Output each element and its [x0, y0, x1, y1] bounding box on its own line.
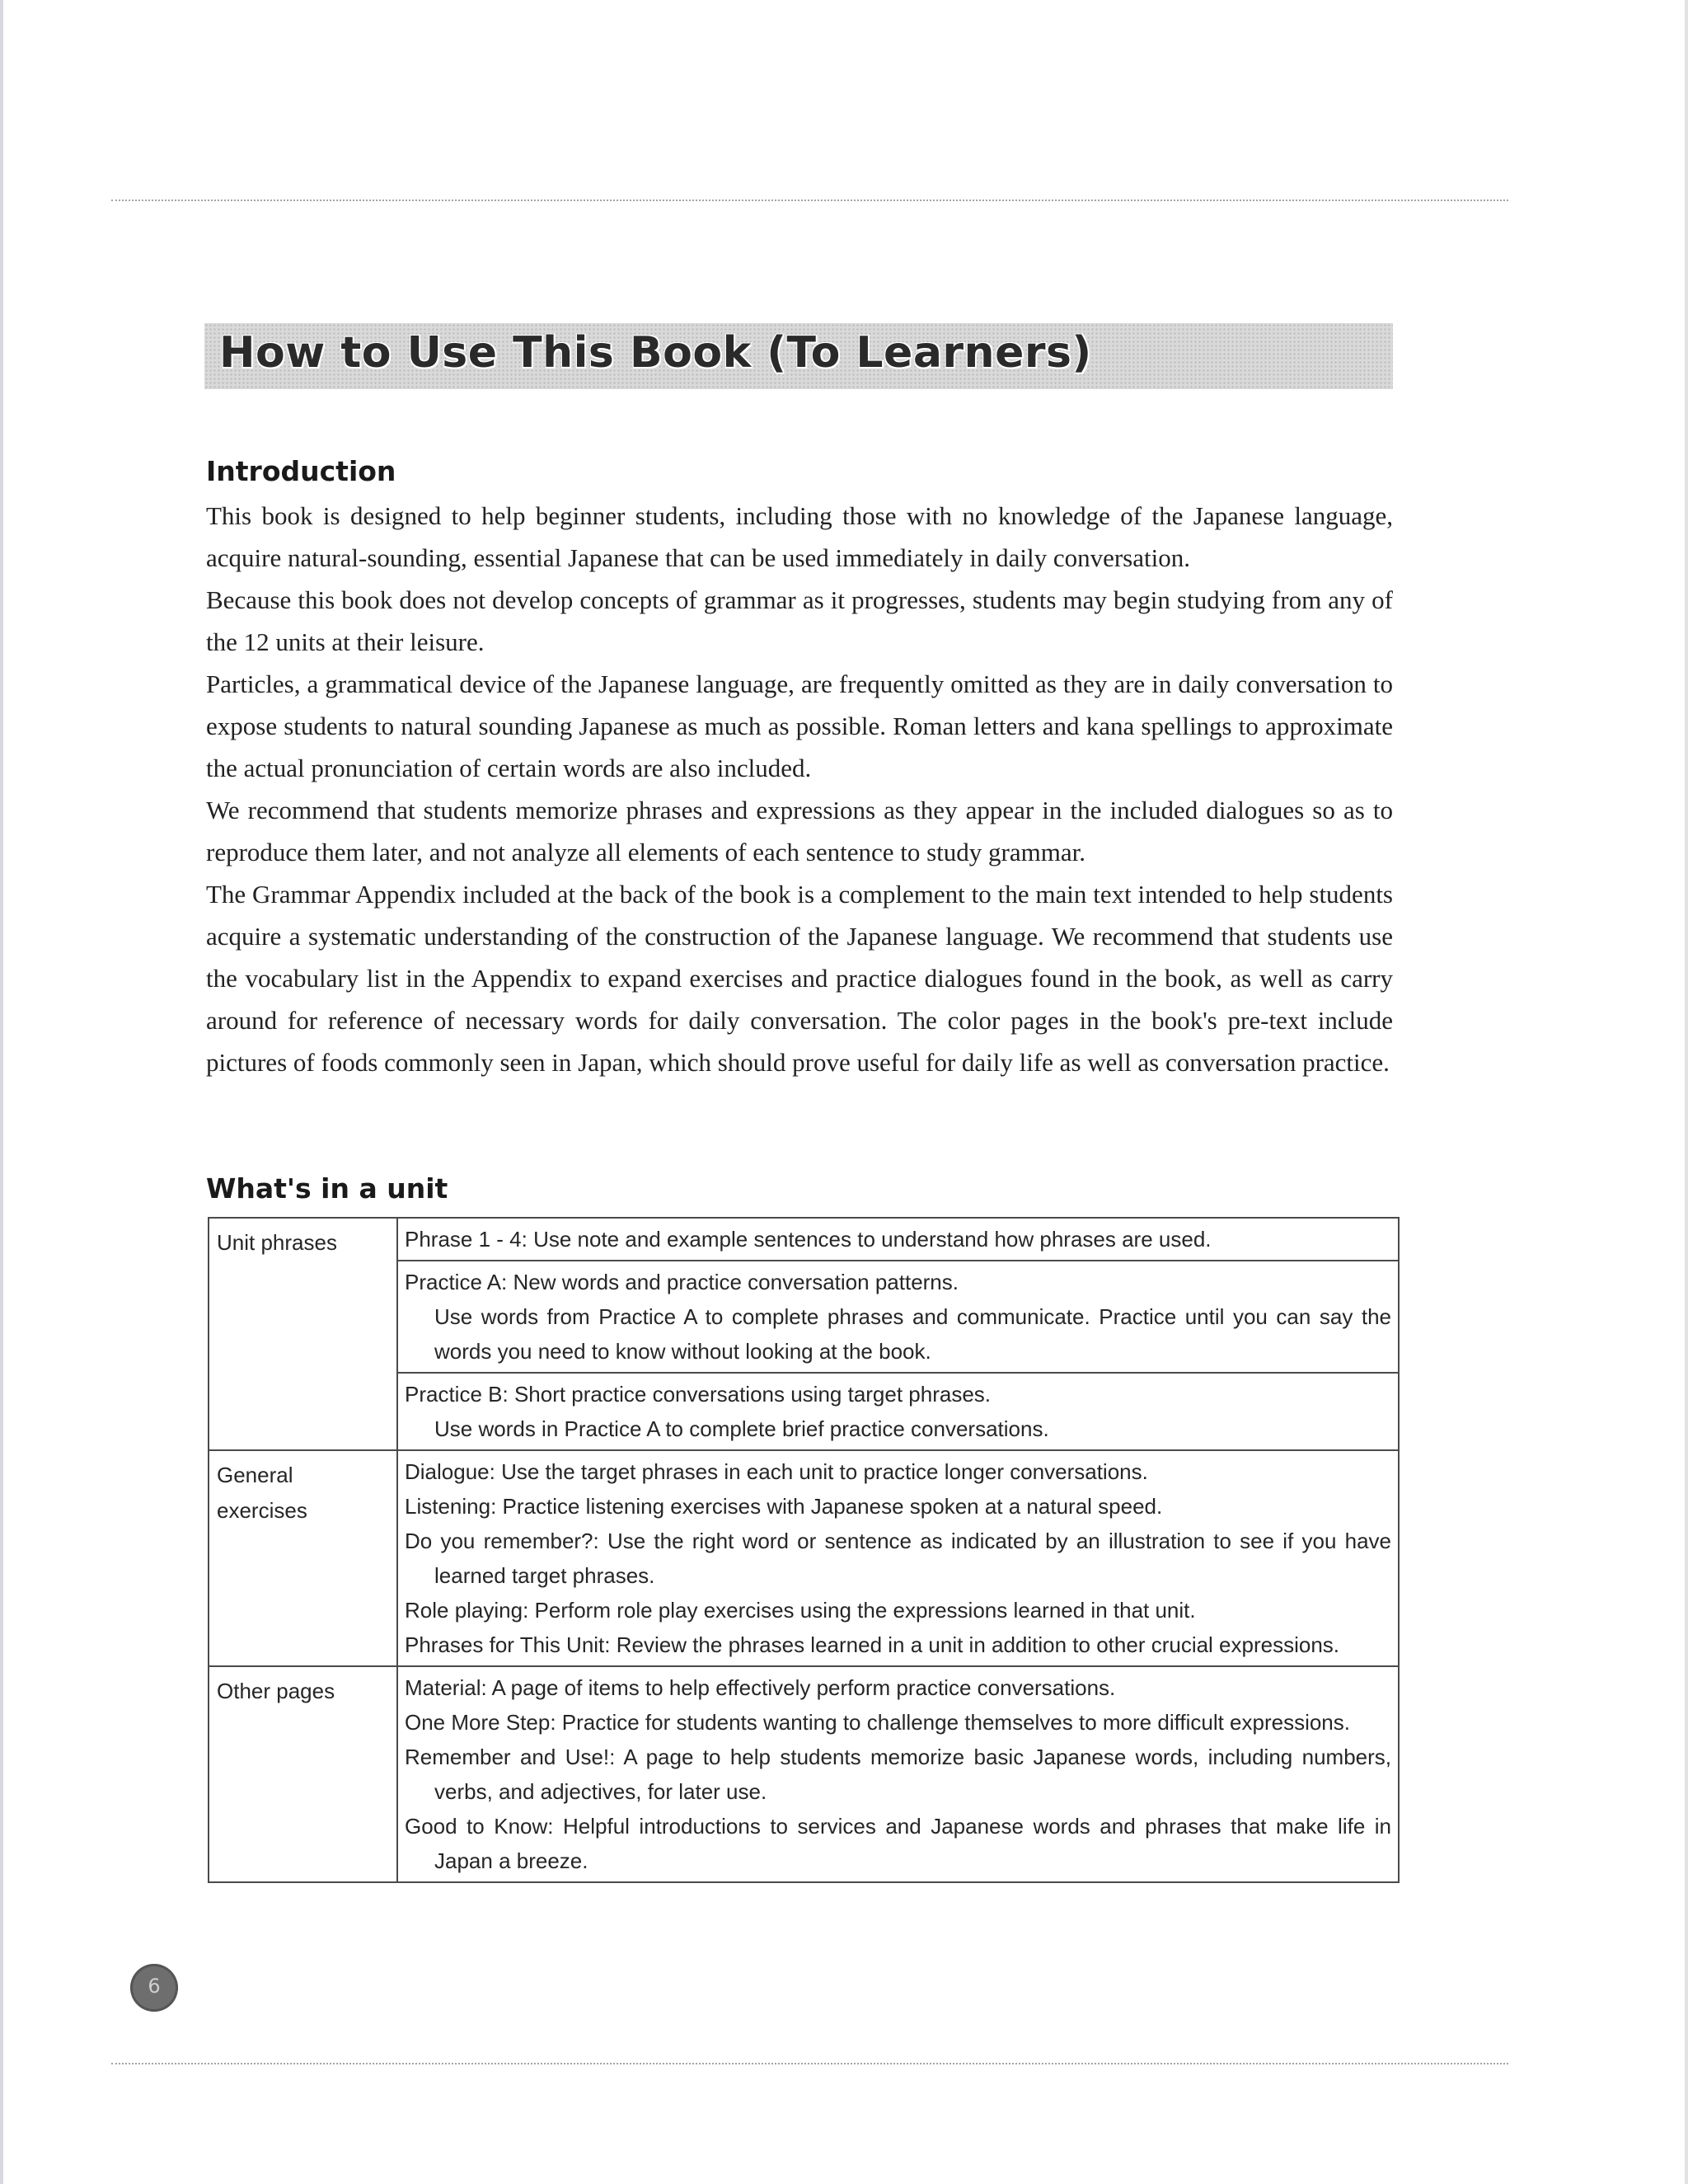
entry-do-you-remember: [405, 1524, 1391, 1593]
entry-term: Practice B:: [405, 1382, 509, 1407]
entry-phrase: [405, 1222, 1391, 1256]
entry-text: New words and practice conversation patterns.: [507, 1270, 959, 1294]
entry-text: Review the phrases learned in a unit in addition to other crucial expressions.: [610, 1632, 1340, 1657]
entry-text: Perform role play exercises using the expressions learned in that unit.: [528, 1598, 1196, 1623]
entry-role-playing: [405, 1593, 1391, 1627]
table-row: [209, 1450, 1399, 1666]
page-number: 6: [148, 1975, 161, 1998]
introduction-heading: Introduction: [206, 455, 396, 487]
entry-one-more-step: [405, 1705, 1391, 1740]
content-cell: [397, 1218, 1399, 1261]
entry-term: One More Step:: [405, 1710, 556, 1735]
category-cell-general-exercises: [209, 1450, 397, 1666]
entry-listening: [405, 1489, 1391, 1524]
entry-term: Role playing:: [405, 1598, 529, 1623]
category-label: Other pages: [217, 1679, 335, 1703]
entry-term: Good to Know:: [405, 1814, 554, 1839]
title-band: [204, 323, 1393, 389]
page-edge-right: [1685, 0, 1688, 2184]
intro-paragraph: We recommend that students memorize phrases and expressions as they appear in the included dialogues so as to reproduce them later, and not analyze all elements of each sentence to study grammar.: [206, 796, 1393, 867]
entry-subtext: Use words from Practice A to complete phrases and communicate. Practice until you can say the words you need to know without looking at the book.: [434, 1304, 1391, 1364]
entry-text: Helpful introductions to services and Japanese words and phrases that make life in Japan a breeze.: [434, 1814, 1392, 1873]
entry-term: Practice A:: [405, 1270, 508, 1294]
entry-text: A page to help students memorize basic Japanese words, including numbers, verbs, and adjectives, for later use.: [434, 1745, 1391, 1804]
page-title: How to Use This Book (To Learners): [219, 328, 1092, 378]
category-label: General: [217, 1463, 293, 1487]
intro-paragraph: Because this book does not develop concepts of grammar as it progresses, students may begin studying from any of the 12 units at their leisure.: [206, 585, 1393, 656]
entry-text: Short practice conversations using target phrases.: [508, 1382, 992, 1407]
intro-paragraph: This book is designed to help beginner students, including those with no knowledge of the Japanese language, acquire natural-sounding, essential Japanese that can be used immediately in daily conversation.: [206, 501, 1393, 572]
entry-phrases-for-this-unit: [405, 1627, 1391, 1662]
entry-term: Do you remember?:: [405, 1529, 599, 1553]
entry-practice-b: [405, 1377, 1391, 1411]
content-cell: [397, 1373, 1399, 1450]
entry-subtext: Use words in Practice A to complete brief practice conversations.: [434, 1416, 1049, 1441]
content-cell: [397, 1666, 1399, 1882]
content-cell: [397, 1450, 1399, 1666]
entry-text: Use note and example sentences to understand how phrases are used.: [527, 1227, 1212, 1252]
entry-text: Use the right word or sentence as indicated by an illustration to see if you have learned target phrases.: [434, 1529, 1391, 1588]
entry-practice-a: [405, 1265, 1391, 1299]
table-row: [209, 1666, 1399, 1882]
content-cell: [397, 1261, 1399, 1373]
entry-term: Phrase 1 - 4:: [405, 1227, 528, 1252]
intro-paragraph: The Grammar Appendix included at the back of the book is a complement to the main text intended to help students acquire a systematic understanding of the construction of the Japanese language. We recommend that students use the vocabulary list in the Appendix to expand exercises and practice dialogues found in the book, as well as carry around for reference of necessary words for daily conversation. The color pages in the book's pre-text include pictures of foods commonly seen in Japan, which should prove useful for daily life as well as conversation practice.: [206, 880, 1393, 1077]
category-label: exercises: [217, 1498, 307, 1523]
entry-text: Practice for students wanting to challenge themselves to more difficult expressions.: [556, 1710, 1350, 1735]
page-edge-left: [0, 0, 3, 2184]
unit-contents-table: [208, 1217, 1400, 1883]
unit-heading: What's in a unit: [206, 1172, 448, 1205]
category-cell-other-pages: [209, 1666, 397, 1882]
introduction-body: [206, 495, 1393, 1083]
entry-dialogue: [405, 1454, 1391, 1489]
page-number-badge: [130, 1964, 178, 2012]
bottom-rule: [111, 2063, 1508, 2064]
entry-term: Remember and Use!:: [405, 1745, 616, 1769]
entry-good-to-know: [405, 1809, 1391, 1878]
category-label: Unit phrases: [217, 1230, 337, 1255]
entry-text: Practice listening exercises with Japanese spoken at a natural speed.: [496, 1494, 1163, 1519]
top-rule: [111, 200, 1508, 201]
entry-term: Phrases for This Unit:: [405, 1632, 611, 1657]
intro-paragraph: Particles, a grammatical device of the Japanese language, are frequently omitted as they are in daily conversation to expose students to natural sounding Japanese as much as possible. Roman letters and kana spellings to approximate the actual pronunciation of certain words are also included.: [206, 669, 1393, 782]
category-cell-unit-phrases: [209, 1218, 397, 1450]
entry-term: Dialogue:: [405, 1459, 495, 1484]
entry-material: [405, 1670, 1391, 1705]
entry-term: Material:: [405, 1675, 487, 1700]
entry-term: Listening:: [405, 1494, 497, 1519]
entry-remember-and-use: [405, 1740, 1391, 1809]
entry-text: A page of items to help effectively perform practice conversations.: [486, 1675, 1116, 1700]
table-row: [209, 1218, 1399, 1261]
entry-text: Use the target phrases in each unit to practice longer conversations.: [495, 1459, 1148, 1484]
